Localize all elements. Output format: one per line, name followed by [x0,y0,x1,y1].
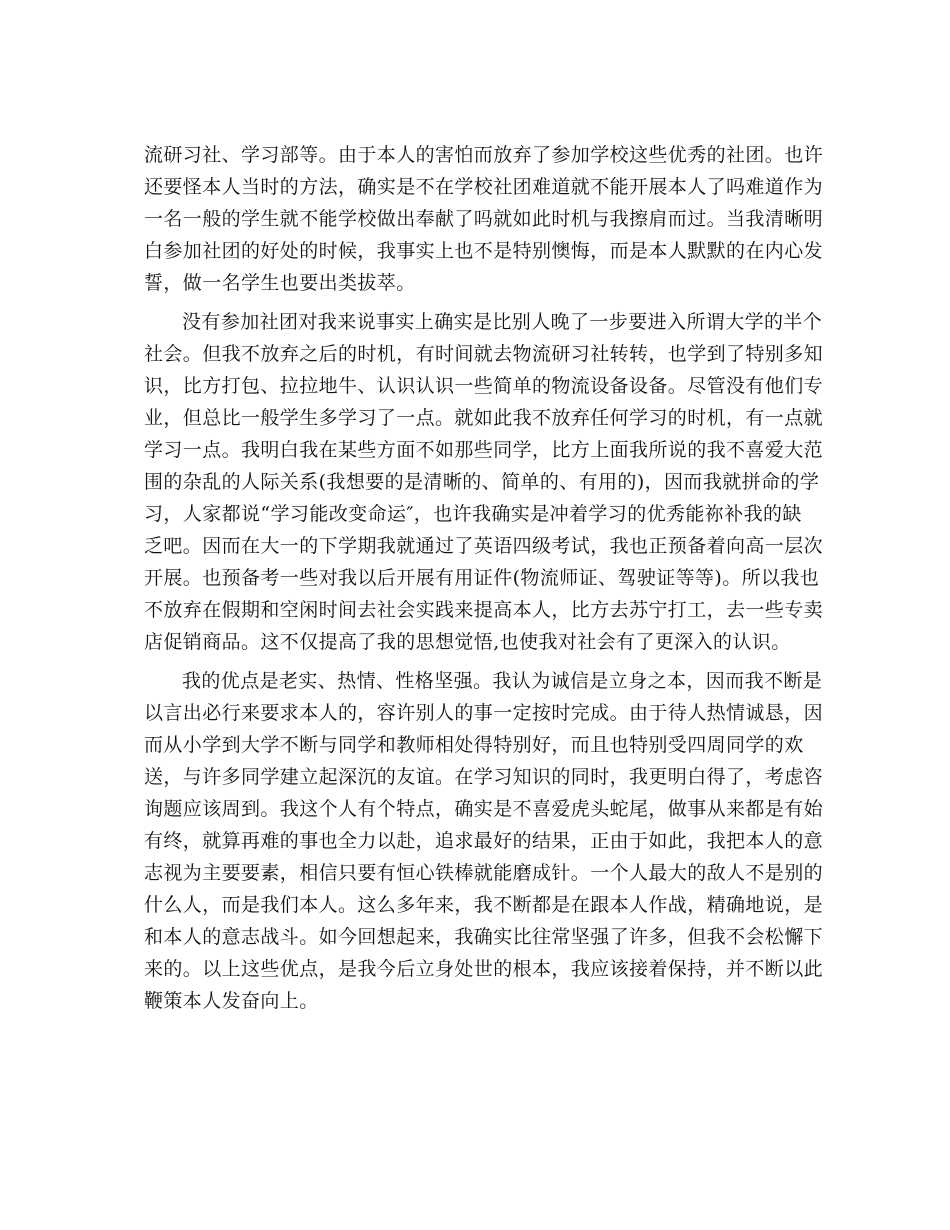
text-line: 和本人的意志战斗。如今回想起来，我确实比往常坚强了许多，但我不会松懈下 [144,926,824,948]
text-line: 誓，做一名学生也要出类拔萃。 [144,272,416,294]
text-line: 送，与许多同学建立起深沉的友谊。在学习知识的同时，我更明白得了，考虑咨 [144,766,824,788]
text-line: 业，但总比一般学生多学习了一点。就如此我不放弃任何学习的时机，有一点就 [144,407,824,429]
text-line: 乏吧。因而在大一的下学期我就通过了英语四级考试，我也正预备着向高一层次 [144,535,824,557]
text-line: 流研习社、学习部等。由于本人的害怕而放弃了参加学校这些优秀的社团。也许 [144,144,824,166]
text-line: 围的杂乱的人际关系(我想要的是清晰的、简单的、有用的)，因而我就拼命的学 [144,471,820,493]
text-line: 不放弃在假期和空闲时间去社会实践来提高本人，比方去苏宁打工，去一些专卖 [144,599,824,621]
text-line: 还要怪本人当时的方法，确实是不在学校社团难道就不能开展本人了吗难道作为 [144,176,824,198]
text-line: 白参加社团的好处的时候，我事实上也不是特别懊悔，而是本人默默的在内心发 [144,240,824,262]
text-line: 来的。以上这些优点，是我今后立身处世的根本，我应该接着保持，并不断以此 [144,958,824,980]
text-line: 学习一点。我明白我在某些方面不如那些同学，比方上面我所说的我不喜爱大范 [144,439,824,461]
text-line: 识，比方打包、拉拉地牛、认识认识一些简单的物流设备设备。尽管没有他们专 [144,375,824,397]
text-line: 志视为主要要素，相信只要有恒心铁棒就能磨成针。一个人最大的敌人不是别的 [144,862,824,884]
text-line: 店促销商品。这不仅提高了我的思想觉悟,也使我对社会有了更深入的认识。 [144,631,791,653]
text-line: 开展。也预备考一些对我以后开展有用证件(物流师证、驾驶证等等)。所以我也 [144,567,820,589]
text-line: 什么人，而是我们本人。这么多年来，我不断都是在跟本人作战，精确地说，是 [144,894,824,916]
text-line: 而从小学到大学不断与同学和教师相处得特别好，而且也特别受四周同学的欢 [144,734,804,756]
text-line: 没有参加社团对我来说事实上确实是比别人晚了一步要进入所谓大学的半个 [182,311,823,333]
text-line: 以言出必行来要求本人的，容许别人的事一定按时完成。由于待人热情诚恳，因 [144,702,824,724]
text-line: 询题应该周到。我这个人有个特点，确实是不喜爱虎头蛇尾，做事从来都是有始 [144,798,824,820]
text-line: 一名一般的学生就不能学校做出奉献了吗就如此时机与我擦肩而过。当我清晰明 [144,208,824,230]
text-line: 社会。但我不放弃之后的时机，有时间就去物流研习社转转，也学到了特别多知 [144,343,824,365]
text-line: 习，人家都说“学习能改变命运″，也许我确实是冲着学习的优秀能祢补我的缺 [144,503,802,525]
text-line: 鞭策本人发奋向上。 [144,990,319,1012]
text-line: 有终，就算再难的事也全力以赴，追求最好的结果，正由于如此，我把本人的意 [144,830,824,852]
text-line: 我的优点是老实、热情、性格坚强。我认为诚信是立身之本，因而我不断是 [182,670,823,692]
